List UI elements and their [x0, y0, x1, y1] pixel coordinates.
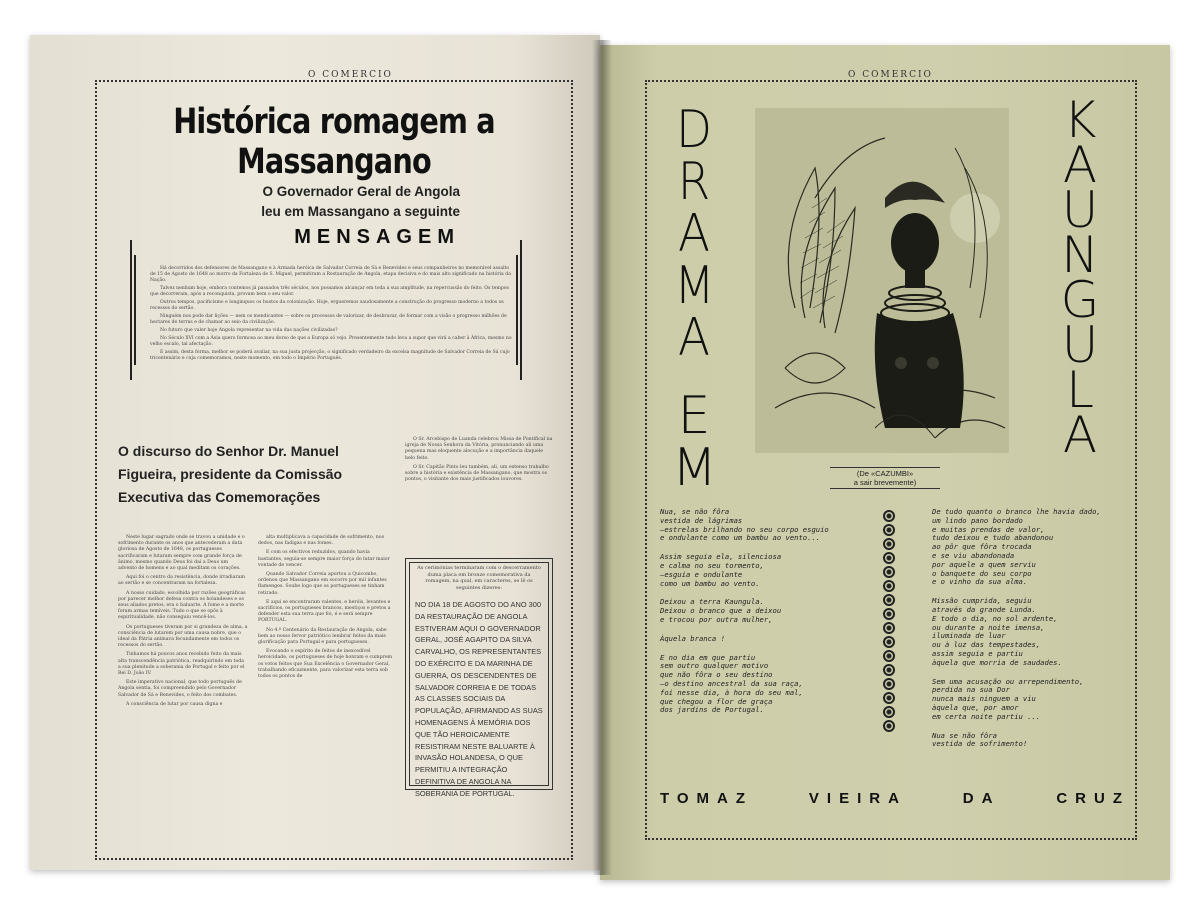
poem-line: que chegou a flor de graça — [660, 696, 773, 706]
poem-stanza — [932, 597, 1112, 667]
poem-line: —o destino ancestral da sua raça, — [660, 678, 803, 688]
poem-line: assim seguia e partiu — [932, 648, 1023, 658]
speech-column-1 — [118, 535, 248, 711]
author-word: CRUZ — [1056, 790, 1130, 807]
poem-stanza — [660, 635, 865, 644]
speech-paragraph: A consciência de lutar por causa digna e — [126, 701, 223, 707]
poem-left-column — [660, 508, 865, 725]
speech-heading-line: Executiva das Comemorações — [118, 489, 321, 505]
spiral-ornament — [883, 538, 895, 550]
speech-paragraph: No 4.º Centenário da Restauração de Angola, sabe bem ao nosso fervor patriótico lembrar feitos da mais glorificação para Portugal e para portugueses. — [258, 627, 387, 646]
subhead-line: O Governador Geral de Angola — [262, 184, 460, 199]
title-letter: G — [1060, 271, 1100, 329]
title-em — [672, 386, 717, 498]
poem-line: àquela que morria de saudades. — [932, 657, 1062, 667]
poem-line: —estrelas brilhando no seu corpo esguio — [660, 524, 829, 534]
author-word: DA — [962, 790, 1001, 807]
poem-line: um lindo pano bordado — [932, 515, 1023, 525]
spiral-ornament — [883, 566, 895, 578]
decorative-rule — [516, 255, 518, 365]
spiral-ornament — [883, 664, 895, 676]
poem-line: Missão cumprida, seguiu — [932, 596, 1032, 606]
poem-line: E todo o dia, no sol ardente, — [932, 613, 1058, 623]
poem-stanza — [932, 678, 1112, 722]
poem-stanza — [660, 598, 865, 624]
spiral-ornament — [883, 524, 895, 536]
speech-paragraph: Quando Salvador Correia aportou a Quicombo, ordenou que Massangano em socorro por mil infantes flamengos. Soube logo que os portugueses se tinham retirado. — [258, 572, 387, 596]
spiral-ornament — [883, 706, 895, 718]
speech-column-2 — [258, 535, 393, 683]
spiral-ornament — [883, 510, 895, 522]
poem-line: Deixou a terra Kaungula. — [660, 597, 764, 607]
poem-line: ao pôr que fôra trocada — [932, 542, 1032, 552]
speech-paragraph: alta multiplicava a capacidade de sofrimento, nos dedos, nas fadigas e nas fomes. — [258, 535, 384, 547]
message-paragraph: No futuro que valer hoje Angola representar na vida das nações civilizadas? — [160, 328, 338, 333]
left-running-head: O COMERCIO — [308, 70, 393, 80]
message-paragraph: E assim, desta forma, melhor se poderá avaliar, na sua justa projecção, o significado verdadeiro da excelsa magnitude de Salvador Correia de Sá cujo tricentenário e cuja comemoramos, neste momento, em todo o Império Português. — [150, 350, 510, 361]
spiral-ornament — [883, 622, 895, 634]
poem-line: Deixou o branco que a deixou — [660, 606, 782, 616]
spiral-ornament — [883, 608, 895, 620]
title-letter: K — [1063, 91, 1097, 149]
title-letter: A — [1062, 406, 1098, 464]
poem-line: e calma no seu tormento, — [660, 560, 764, 570]
spiral-ornament — [883, 692, 895, 704]
poem-line: perdida na sua Dor — [932, 685, 1010, 695]
poem-line: foi nesse dia, à hora do seu mal, — [660, 687, 803, 697]
poem-line: e ondulante como um bambu ao vento... — [660, 533, 821, 543]
illustration-woman-with-plumes — [755, 108, 1009, 453]
plaque-intro: As cerimónias terminaram com o descerramento duma placa em bronze comemorativa da romagem, na qual, em caracteres, se lê os seguintes dizeres: — [417, 565, 541, 591]
poem-line: Assim seguia ela, silenciosa — [660, 552, 782, 562]
title-letter: M — [674, 256, 715, 316]
speech-heading — [118, 440, 388, 509]
poem-line: e trocou por outra mulher, — [660, 614, 773, 624]
title-letter: N — [1061, 226, 1099, 284]
author-name — [660, 790, 1130, 807]
title-letter: L — [1066, 361, 1094, 419]
poem-line: ou à luz das tempestades, — [932, 640, 1041, 650]
title-letter: A — [677, 204, 711, 264]
speech-paragraph: Aqui foi o centro da resistência, donde irradiaram ao sertão e se concentraram na fortaleza. — [118, 575, 245, 587]
caption-line: (De «CAZUMBI» — [856, 469, 914, 478]
speech-paragraph: Tinhamos há poucos anos recebido feito da mais alta transcendência patriótica, readquirindo em toda a sua plenitude a soberania de Portugal e feito por el Rei D. João IV. — [118, 652, 245, 677]
poem-line: por aquele a quem serviu — [932, 559, 1036, 569]
poem-line: que não fôra o seu destino — [660, 670, 773, 680]
title-letter: A — [677, 308, 711, 368]
poem-line: e o vinho da sua alma. — [932, 577, 1028, 587]
title-letter: E — [677, 386, 711, 446]
poem-line: como um bambu ao vento. — [660, 578, 760, 588]
poem-line: sem outro qualquer motivo — [660, 661, 769, 671]
poem-line: dos jardins de Portugal. — [660, 705, 764, 715]
decorative-rule — [130, 240, 132, 380]
speech-heading-line: Figueira, presidente da Comissão — [118, 466, 343, 482]
spiral-ornament-column — [883, 510, 897, 734]
speech-paragraph: Este imperativo nacional, que todo português de Angola sentia, foi compreendido pelo Governador Salvador de Sá e Benevides, o feito dos combates. — [118, 680, 242, 698]
poem-line: vestida de sofrimento! — [932, 739, 1028, 749]
speech-paragraph: Neste lugar sagrado onde se travou a unidade e o sofrimento durante os anos que antecederam a data gloriosa de Agosto de 1648, os portugueses sacrificaram e lutaram sempre com grande força de ânimo, mesmo quando Deus foi daí a Deus um advento de homens e ao qual meditam os corações. — [118, 535, 245, 572]
author-word: VIEIRA — [808, 790, 907, 807]
right-running-head: O COMERCIO — [848, 70, 933, 80]
page-title: Histórica romagem a Massangano — [173, 102, 495, 182]
title-letter: U — [1061, 181, 1099, 239]
decorative-rule — [520, 240, 522, 380]
author-word: TOMAZ — [660, 790, 754, 807]
title-letter: M — [672, 438, 717, 498]
title-letter: A — [1062, 136, 1098, 194]
poem-line: Sem uma acusação ou arrependimento, — [932, 676, 1084, 686]
poem-line: iluminada de luar — [932, 631, 1006, 641]
poem-line: tudo deixou e tudo abandonou — [932, 533, 1054, 543]
title-letter: R — [677, 152, 711, 212]
spiral-ornament — [883, 678, 895, 690]
poem-line: Àquela branca ! — [660, 633, 725, 643]
poem-stanza — [932, 732, 1112, 750]
spiral-ornament — [883, 720, 895, 732]
message-text — [150, 266, 515, 364]
poem-stanza — [660, 508, 865, 543]
title-letter: U — [1061, 316, 1099, 374]
poem-line: o banquete do seu corpo — [932, 568, 1032, 578]
speech-paragraph: O Sr. Capitão Pinto leu também, ali, um extenso trabalho sobre a história e existência de Massangano, que mostra os pontos, o visitante dos mais justificados louvores. — [405, 464, 549, 483]
spiral-ornament — [883, 594, 895, 606]
poem-right-column — [932, 508, 1112, 759]
title-drama — [672, 100, 716, 368]
poem-line: através da grande Lunda. — [932, 604, 1036, 614]
poem-line: e se viu abandonada — [932, 550, 1015, 560]
spiral-ornament — [883, 650, 895, 662]
page-gutter — [592, 40, 612, 875]
speech-paragraph: A nosso cuidado, escolhida por razões geográficas por parecer melhor defesa contra os holandeses e os seus aliados pretos, era o baluarte. A fome e a morte foram armas temíveis. Tudo o que se opôs à espiritualidade, não conseguiu vencê-los. — [118, 590, 246, 621]
speech-paragraph: O Sr. Arcebispo de Luanda celebrou Missa de Pontifical na igreja de Nossa Senhora da Vitória, pronunciando ali uma pequena mas eloquente alocução e a importância daquele belo feito. — [405, 437, 553, 461]
spiral-ornament — [883, 580, 895, 592]
subhead-line: leu em Massangano a seguinte — [261, 204, 460, 219]
subhead — [160, 182, 460, 222]
title-letter: D — [675, 100, 713, 160]
caption-line: a sair brevemente) — [853, 478, 917, 487]
speech-paragraph: Evocando o espírito de feitos de inexcedível heroicidade, os portugueses de hoje honram e cumprem os votos feitos que Sua Excelência o Governador Geral, trabalhando eficazmente, para valorizar esta terra sob todos os pontos de — [258, 649, 393, 680]
message-paragraph: Talvez nenhum hoje, embora contemos já passados três séculos, nos possamos alcançar em toda a sua amplitude, na repercussão do feito. Os tempos que decorreram, após a reconquista, provam bem o seu valor. — [150, 286, 509, 297]
title-kaungula — [1050, 91, 1110, 464]
speech-heading-line: O discurso do Senhor Dr. Manuel — [118, 443, 339, 459]
message-paragraph: Há decorridos dos defensores de Massangano e à Armada heróica de Salvador Correia de Sá e Benevides e seus companheiros no memorável assalto de 15 de Agosto de 1648 ao morro da Fortaleza de S. Miguel, permitiram a Restauração de Angola, etapa decisiva e do mais alto significado na história da Nação. — [150, 266, 511, 283]
poem-stanza — [660, 654, 865, 716]
spiral-ornament — [883, 636, 895, 648]
poem-line: em certa noite partiu ... — [932, 711, 1041, 721]
message-paragraph: No Século XVI com a Ásia quero formosa ao meu dorso de que a Europa só vejo. Presentemente tudo leva a supor que virá a caber à África, mesmo no velho escalo, tal afectação. — [150, 336, 512, 347]
plaque-inscription-box — [405, 558, 553, 798]
speech-paragraph: E com os efectivos reduzidos, quando havia bastantes, seguia-se sempre maior força do lutar maior vontade de vencer. — [258, 550, 390, 568]
speech-paragraph: E aqui se encontraram valentes, e heróis, levantes e sacrifícios, os portugueses brancos, mestiços e pretos a defender esta sua terra que foi, é e será sempre PORTUGAL. — [258, 599, 391, 624]
poem-line: e muitas prendas de valor, — [932, 524, 1045, 534]
poem-stanza — [932, 508, 1112, 587]
decorative-rule — [134, 255, 136, 365]
poem-line: Nua, se não fôra — [660, 507, 730, 516]
poem-line: E no dia em que partiu — [660, 652, 756, 662]
mensagem-heading: MENSAGEM — [294, 226, 460, 248]
poem-line: vestida de lágrimas — [660, 515, 743, 525]
message-paragraph: Outros tempos, pacificismo e longinquos os bustos da colonização. Hoje, ergueremos saudosamente a construção do progresso moderno a todos os recessos do sertão. — [150, 300, 504, 311]
illustration-caption — [830, 467, 940, 489]
poem-line: nunca mais ninguem a viu — [932, 694, 1036, 704]
poem-line: Nua se não fôra — [932, 730, 997, 740]
poem-line: —esguia e ondulante — [660, 569, 743, 579]
poem-line: àquela que, por amor — [932, 702, 1019, 712]
poem-line: ou durante a noite imensa, — [932, 622, 1045, 632]
speech-paragraph: Os portugueses tiveram por si grandeza de alma, a consciência de lutarem por uma causa nobre, que o ideal da Pátria animava fecundamente em todos os recessos do sertão. — [118, 624, 248, 649]
spiral-ornament — [883, 552, 895, 564]
plaque-inscription: NO DIA 18 DE AGOSTO DO ANO 300 DA RESTAURAÇÃO DE ANGOLA ESTIVERAM AQUI O GOVERNADOR GERAL, JOSÉ AGAPITO DA SILVA CARVALHO, OS REPRESENTANTES DO EXÉRCITO E DA MARINHA DE GUERRA, OS DESCENDENTES DE SALVADOR CORREIA E DE TODAS AS CLASSES SOCIAIS DA POPULAÇÃO, AFIRMANDO AS SUAS HOMENAGENS À MEMÓRIA DOS QUE TÃO HEROICAMENTE RESISTIRAM NESTE BALUARTE À INVASÃO HOLANDESA, O QUE PERMITIU A INTEGRAÇÃO DEFINITIVA DE ANGOLA NA SOBERANIA DE PORTUGAL. — [415, 600, 543, 798]
message-paragraph: Ninguém nos pode dar lições — nem os mendicantes — sobre os processos de valorizar, de desbravar, de formar com a visão o progresso milhões de hectares de terras e de chamar ao seio da civilização. — [150, 314, 507, 325]
speech-column-3 — [405, 437, 553, 486]
poem-line: De tudo quanto o branco lhe havia dado, — [932, 507, 1101, 516]
poem-stanza — [660, 553, 865, 588]
